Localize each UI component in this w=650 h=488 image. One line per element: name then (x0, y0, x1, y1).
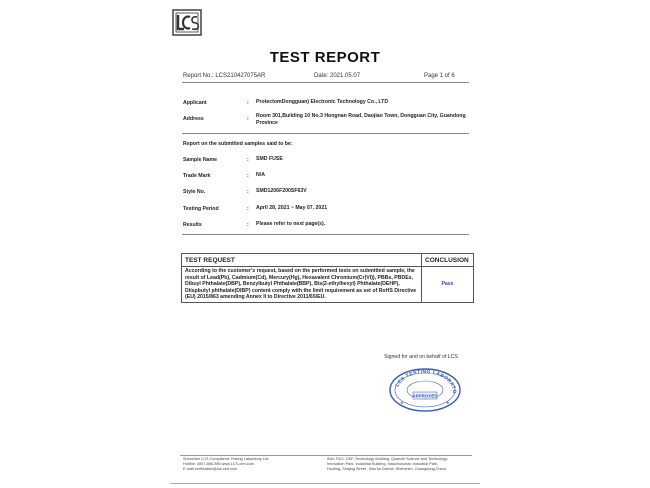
address-colon: : (247, 116, 249, 122)
svg-text:★: ★ (446, 400, 450, 405)
conclusion-value: Pass (422, 267, 474, 303)
report-date: Date: 2021.05.07 (314, 73, 361, 79)
field-colon: : (247, 157, 249, 163)
conclusion-header: CONCLUSION (422, 254, 474, 267)
field-value: Please refer to next page(s). (256, 221, 326, 227)
field-label: Results (183, 222, 202, 228)
seal-center-text: APPROVED (412, 393, 438, 399)
footer-hotline: Hotline: 4007-886-986 www.LCS-cert.com (183, 462, 254, 466)
field-value: April 28, 2021 ~ May 07, 2021 (256, 205, 328, 211)
report-number: Report No.: LCS210427075AR (183, 73, 266, 79)
table-header-row (182, 254, 474, 267)
svg-text:★: ★ (400, 400, 404, 405)
section-divider (182, 133, 469, 134)
field-colon: : (247, 206, 249, 212)
field-value: SMD FUSE (256, 156, 283, 162)
footer-address-line: Add: F&G, 23/F.,Technology Building, Quanzhi Science and Technology (327, 457, 448, 461)
results-table (181, 253, 474, 303)
applicant-colon: : (247, 100, 249, 106)
address-value: Room 301,Building 10 No.3 Hongnan Road, Daojiao Town, Dongguan City, Guandong Province (256, 113, 466, 126)
field-value: SMD1206F200SF63V (256, 188, 307, 194)
header-divider (182, 82, 469, 83)
footer-email: E-mail:verification@lcs-cert.com (183, 467, 238, 471)
section-heading: Report on the submitted samples said to be: (183, 141, 293, 147)
fields-divider (182, 234, 469, 235)
company-seal-icon (388, 367, 462, 413)
field-label: Testing Period (183, 206, 219, 212)
footer-address-line: Houting, Shajing Street , Bao'an District, Shenzhen, Guangdong,China (327, 467, 446, 471)
field-label: Trade Mark (183, 173, 211, 179)
footer-divider (180, 455, 472, 456)
field-colon: : (247, 173, 249, 179)
footer-left (183, 457, 269, 472)
signature-caption: Signed for and on behalf of LCS (384, 354, 458, 360)
footer-address-line: Innovation Park, Industrial Building, Maozhouuhan Industrial Park, (327, 462, 439, 466)
test-request-text: According to the customer's request, based on the performed tests on submitted sample, the result of Lead(Pb), Cadmium(Cd), Mercury(Hg), Hexavalent Chromium(Cr(VI)), PBBs, PBDEs, Dibuyl Phthalate(DBP), Benzylbutyl Phthalate(BBP), Bis(2-ethylhexyl) Phthalate(DEHP), Diispbutyl phthalate(DIBP) content comply with the limit requirement as set of RoHS Directive (EU) 2015/863 amending Annex II to Directive 2011/65/EU. (182, 267, 422, 303)
field-value: N/A (256, 172, 265, 178)
footer-right (327, 457, 447, 472)
svg-text:LCS TESTING LABORATORY (388, 367, 457, 394)
field-label: Style No. (183, 189, 206, 195)
applicant-value: ProtectomDongguan) Electronic Technology Co., LTD (256, 99, 389, 105)
page-number: Page 1 of 6 (424, 73, 455, 79)
address-label: Address (183, 116, 204, 122)
seal-ring-text: LCS TESTING LABORATO (394, 368, 458, 395)
field-label: Sample Name (183, 157, 218, 163)
report-title: TEST REPORT (269, 49, 381, 66)
footer-company: Shenzhen LCS Compliance Testing Laboratory Ltd. (183, 457, 270, 461)
field-colon: : (247, 189, 249, 195)
page-bottom-divider (170, 483, 480, 484)
table-row (182, 267, 474, 303)
field-colon: : (247, 222, 249, 228)
applicant-label: Applicant (183, 100, 207, 106)
test-request-header: TEST REQUEST (182, 254, 422, 267)
lcs-logo-icon (172, 9, 202, 36)
